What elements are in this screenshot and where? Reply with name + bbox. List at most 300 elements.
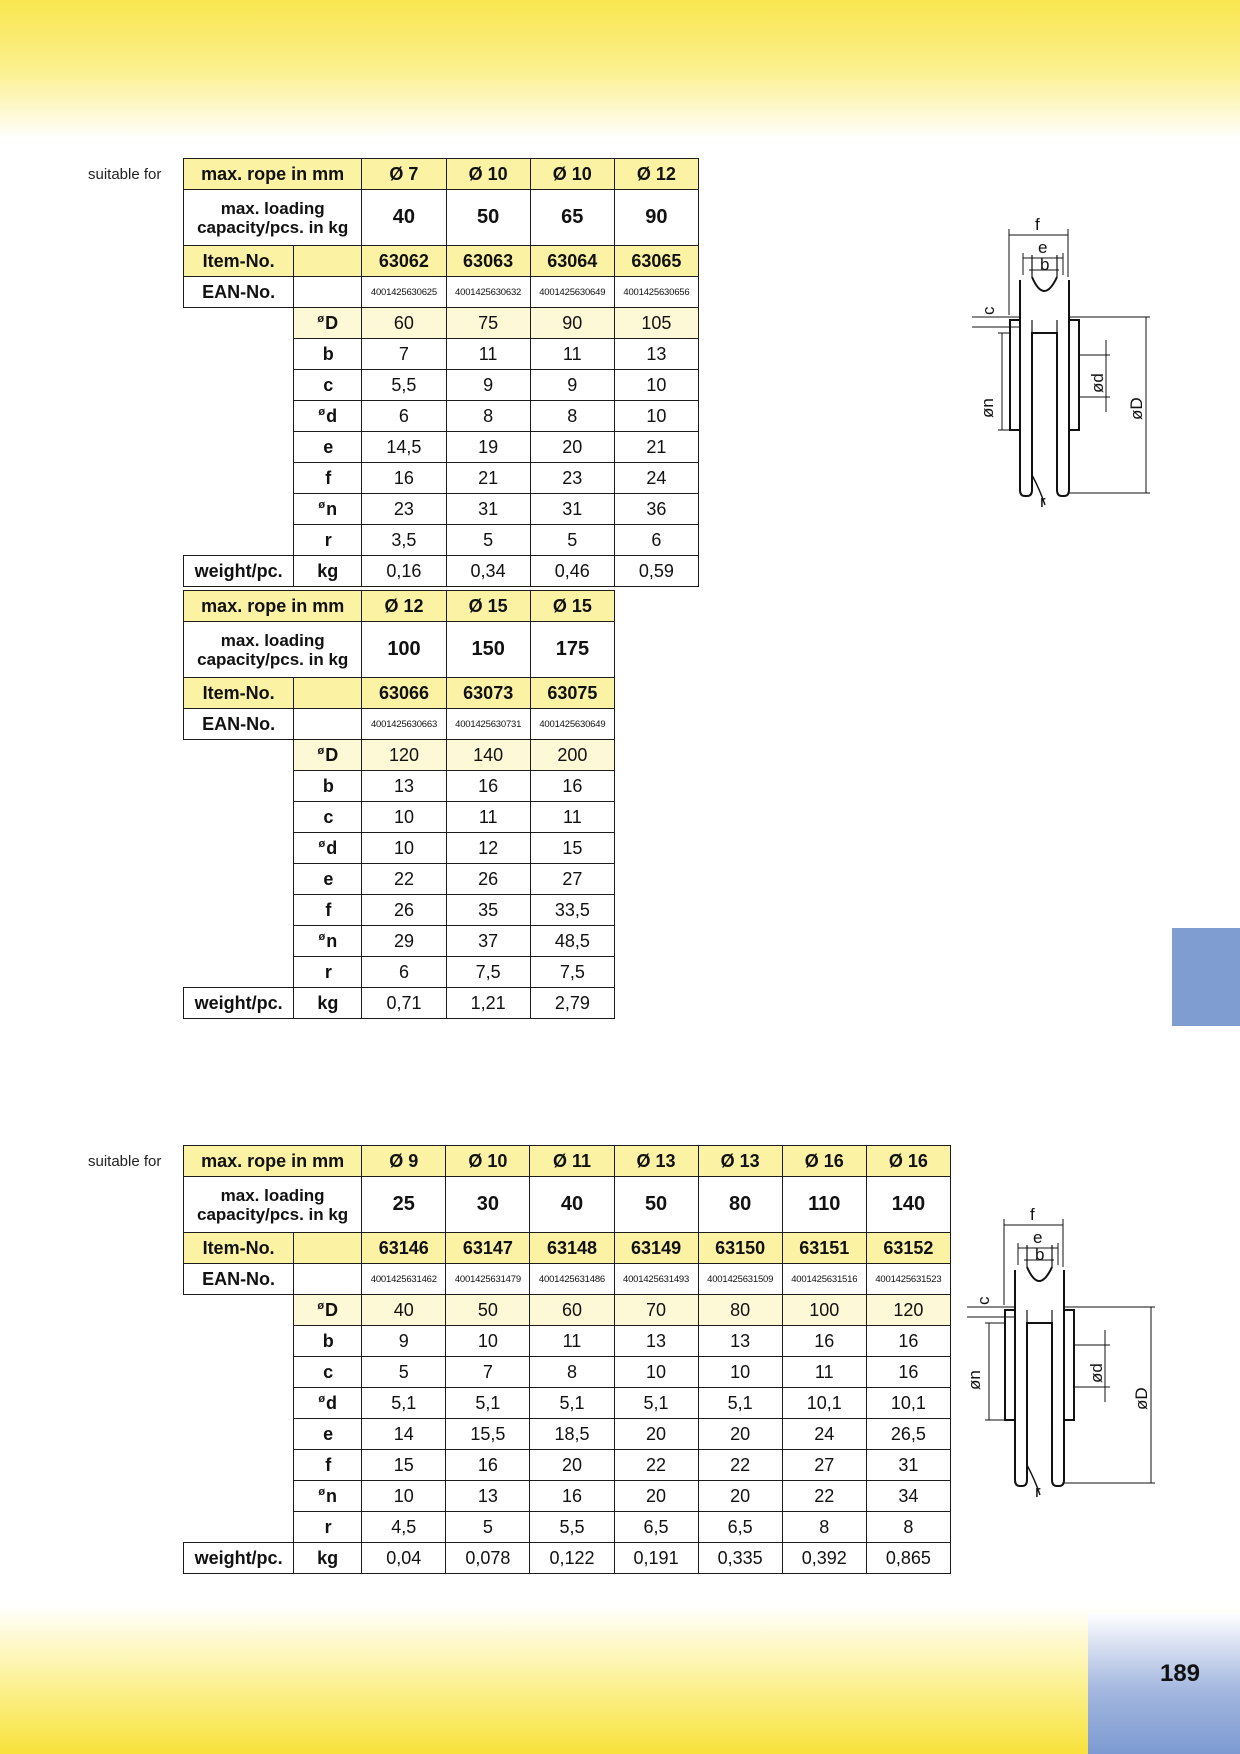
dimension-letter: n <box>326 498 338 519</box>
dimension-value: 50 <box>446 1295 530 1326</box>
dimension-symbol <box>294 1357 362 1388</box>
dimension-symbol <box>294 926 362 957</box>
dimension-value: 15 <box>530 833 614 864</box>
dimension-value: 5,1 <box>362 1388 446 1419</box>
dimension-row <box>184 432 699 463</box>
dimension-value: 5 <box>362 1357 446 1388</box>
item-row <box>184 678 615 709</box>
dimension-row <box>184 1295 951 1326</box>
dimension-letter: D <box>325 1299 339 1320</box>
item-no-value: 63150 <box>698 1233 782 1264</box>
rope-value: Ø 15 <box>530 591 614 622</box>
dimension-letter: r <box>324 961 332 982</box>
dimension-value: 10 <box>362 1481 446 1512</box>
dimension-symbol <box>294 1388 362 1419</box>
dimension-letter: f <box>325 1454 332 1475</box>
ean-value: 4001425631523 <box>866 1264 950 1295</box>
dimension-value: 10,1 <box>866 1388 950 1419</box>
dimension-row <box>184 1450 951 1481</box>
dimension-symbol <box>294 525 362 556</box>
rope-value: Ø 16 <box>782 1146 866 1177</box>
dimension-value: 26 <box>446 864 530 895</box>
diameter-symbol: ø <box>317 744 325 757</box>
dimension-row <box>184 494 699 525</box>
weight-label: weight/pc. <box>184 988 294 1019</box>
weight-row <box>184 556 699 587</box>
dimension-value: 16 <box>446 771 530 802</box>
diameter-symbol: ø <box>318 1485 326 1498</box>
dimension-value: 9 <box>446 370 530 401</box>
spec-table-3 <box>183 1145 951 1574</box>
pulley-outline <box>1005 1245 1074 1495</box>
suitable-for-label-2: suitable for <box>88 1153 162 1170</box>
dimension-value: 7,5 <box>530 957 614 988</box>
blank-cell <box>184 895 294 926</box>
dimension-letter: c <box>323 806 334 827</box>
suitable-for-label-1: suitable for <box>88 166 162 183</box>
weight-value: 0,335 <box>698 1543 782 1574</box>
weight-value: 0,122 <box>530 1543 614 1574</box>
dimension-value: 120 <box>866 1295 950 1326</box>
item-no-value: 63073 <box>446 678 530 709</box>
ean-no-spacer <box>294 709 362 740</box>
blank-cell <box>184 1388 294 1419</box>
dimension-value: 15 <box>362 1450 446 1481</box>
dimension-value: 14 <box>362 1419 446 1450</box>
capacity-value: 110 <box>782 1177 866 1233</box>
dimension-letter: b <box>322 775 334 796</box>
dimension-symbol <box>294 432 362 463</box>
dimension-value: 34 <box>866 1481 950 1512</box>
dimension-row <box>184 1388 951 1419</box>
blank-cell <box>184 1450 294 1481</box>
dimension-value: 16 <box>782 1326 866 1357</box>
dimension-value: 80 <box>698 1295 782 1326</box>
weight-unit: kg <box>294 1543 362 1574</box>
capacity-value: 150 <box>446 622 530 678</box>
dimension-value: 11 <box>530 802 614 833</box>
weight-value: 2,79 <box>530 988 614 1019</box>
weight-value: 0,71 <box>362 988 446 1019</box>
dimension-value: 8 <box>782 1512 866 1543</box>
dimension-value: 26 <box>362 895 446 926</box>
capacity-label-line: max. loading <box>220 198 325 218</box>
dimension-value: 200 <box>530 740 614 771</box>
diameter-symbol: ø <box>318 405 326 418</box>
dimension-letter: b <box>322 343 334 364</box>
dimension-value: 24 <box>614 463 698 494</box>
rope-value: Ø 9 <box>362 1146 446 1177</box>
blank-cell <box>184 1481 294 1512</box>
rope-value: Ø 11 <box>530 1146 614 1177</box>
dimension-symbol <box>294 1326 362 1357</box>
item-row <box>184 1233 951 1264</box>
rope-value: Ø 10 <box>446 1146 530 1177</box>
dimension-value: 10,1 <box>782 1388 866 1419</box>
blank-cell <box>184 463 294 494</box>
item-no-value: 63062 <box>362 246 446 277</box>
capacity-row <box>184 1177 951 1233</box>
dimension-row <box>184 957 615 988</box>
blank-cell <box>184 771 294 802</box>
dim-label-f: f <box>1035 215 1040 234</box>
dimension-value: 21 <box>614 432 698 463</box>
capacity-row <box>184 190 699 246</box>
blank-cell <box>184 339 294 370</box>
blank-cell <box>184 957 294 988</box>
dimension-row <box>184 926 615 957</box>
dimension-value: 20 <box>614 1419 698 1450</box>
dimension-value: 14,5 <box>362 432 446 463</box>
dimension-row <box>184 339 699 370</box>
weight-value: 0,078 <box>446 1543 530 1574</box>
blank-cell <box>184 1357 294 1388</box>
dimension-symbol <box>294 401 362 432</box>
ean-value: 4001425631509 <box>698 1264 782 1295</box>
ean-value: 4001425631479 <box>446 1264 530 1295</box>
weight-value: 0,46 <box>530 556 614 587</box>
dimension-letter: n <box>326 1485 338 1506</box>
dimension-value: 16 <box>446 1450 530 1481</box>
dimension-row <box>184 771 615 802</box>
dimension-value: 120 <box>362 740 446 771</box>
capacity-value: 25 <box>362 1177 446 1233</box>
dimension-symbol <box>294 771 362 802</box>
diameter-symbol: ø <box>317 1299 325 1312</box>
dimension-value: 60 <box>362 308 446 339</box>
dim-label-r: r <box>1035 1482 1041 1501</box>
dimension-value: 23 <box>362 494 446 525</box>
dim-label-e: e <box>1033 1228 1043 1247</box>
dimension-value: 5 <box>530 525 614 556</box>
dimension-row <box>184 308 699 339</box>
dimension-value: 9 <box>362 1326 446 1357</box>
dim-label-c: c <box>974 1296 993 1305</box>
dimension-value: 19 <box>446 432 530 463</box>
dim-label-c: c <box>979 306 998 315</box>
dimension-value: 36 <box>614 494 698 525</box>
dimension-value: 13 <box>362 771 446 802</box>
dimension-value: 21 <box>446 463 530 494</box>
dimension-value: 31 <box>866 1450 950 1481</box>
dimension-letter: c <box>323 1361 334 1382</box>
item-no-spacer <box>294 1233 362 1264</box>
dimension-symbol <box>294 833 362 864</box>
dimension-value: 16 <box>530 771 614 802</box>
dimension-letter: d <box>326 1392 338 1413</box>
dimension-row <box>184 802 615 833</box>
ean-row <box>184 1264 951 1295</box>
rope-value: Ø 7 <box>362 159 446 190</box>
dimension-value: 16 <box>866 1357 950 1388</box>
capacity-value: 50 <box>446 190 530 246</box>
dimension-row <box>184 401 699 432</box>
item-no-label: Item-No. <box>184 246 294 277</box>
rope-label: max. rope in mm <box>184 159 362 190</box>
dimension-value: 90 <box>530 308 614 339</box>
dimension-value: 12 <box>446 833 530 864</box>
ean-value: 4001425631516 <box>782 1264 866 1295</box>
dimension-value: 8 <box>530 1357 614 1388</box>
item-no-value: 63152 <box>866 1233 950 1264</box>
dimension-symbol <box>294 740 362 771</box>
diameter-symbol: ø <box>317 312 325 325</box>
dimension-value: 140 <box>446 740 530 771</box>
dimension-value: 7,5 <box>446 957 530 988</box>
dimension-value: 6 <box>362 957 446 988</box>
dimension-value: 27 <box>782 1450 866 1481</box>
dimension-value: 20 <box>530 432 614 463</box>
blank-cell <box>184 1512 294 1543</box>
blank-cell <box>184 494 294 525</box>
ean-value: 4001425630731 <box>446 709 530 740</box>
weight-value: 0,04 <box>362 1543 446 1574</box>
dimension-value: 10 <box>614 1357 698 1388</box>
blank-cell <box>184 740 294 771</box>
blank-cell <box>184 802 294 833</box>
dimension-value: 18,5 <box>530 1419 614 1450</box>
blank-cell <box>184 926 294 957</box>
weight-value: 0,865 <box>866 1543 950 1574</box>
item-row <box>184 246 699 277</box>
dimension-value: 22 <box>782 1481 866 1512</box>
ean-value: 4001425630632 <box>446 277 530 308</box>
item-no-value: 63148 <box>530 1233 614 1264</box>
weight-unit: kg <box>294 988 362 1019</box>
dim-label-D: øD <box>1127 397 1146 420</box>
dimension-symbol <box>294 339 362 370</box>
dimension-value: 26,5 <box>866 1419 950 1450</box>
capacity-label <box>184 190 362 246</box>
blank-cell <box>184 370 294 401</box>
diameter-symbol: ø <box>318 498 326 511</box>
ean-row <box>184 709 615 740</box>
weight-value: 0,59 <box>614 556 698 587</box>
spec-table-2 <box>183 590 615 1019</box>
dimension-value: 6 <box>614 525 698 556</box>
dimension-symbol <box>294 1512 362 1543</box>
dimension-letter: r <box>324 529 332 550</box>
capacity-label-line: max. loading <box>220 1185 325 1205</box>
dimension-symbol <box>294 1419 362 1450</box>
dimension-value: 5,1 <box>698 1388 782 1419</box>
top-yellow-band <box>0 0 1240 140</box>
dimension-value: 31 <box>530 494 614 525</box>
dim-label-b: b <box>1040 255 1050 274</box>
item-no-spacer <box>294 678 362 709</box>
item-no-value: 63149 <box>614 1233 698 1264</box>
capacity-label <box>184 1177 362 1233</box>
dimension-symbol <box>294 1295 362 1326</box>
capacity-row <box>184 622 615 678</box>
item-no-spacer <box>294 246 362 277</box>
dimension-labels <box>978 215 1146 511</box>
weight-row <box>184 1543 951 1574</box>
capacity-label-line: max. loading <box>220 630 325 650</box>
capacity-value: 65 <box>530 190 614 246</box>
dimension-value: 11 <box>446 339 530 370</box>
dimension-value: 20 <box>614 1481 698 1512</box>
dimension-value: 48,5 <box>530 926 614 957</box>
rope-value: Ø 12 <box>614 159 698 190</box>
dimension-row <box>184 525 699 556</box>
dimension-row <box>184 833 615 864</box>
item-no-value: 63065 <box>614 246 698 277</box>
dimension-value: 16 <box>530 1481 614 1512</box>
blank-cell <box>184 525 294 556</box>
dimension-value: 10 <box>362 802 446 833</box>
ean-value: 4001425631486 <box>530 1264 614 1295</box>
dimension-value: 5,5 <box>362 370 446 401</box>
dimension-value: 10 <box>614 401 698 432</box>
dimension-value: 11 <box>446 802 530 833</box>
dimension-value: 35 <box>446 895 530 926</box>
dimension-value: 5 <box>446 525 530 556</box>
ean-value: 4001425630649 <box>530 709 614 740</box>
dimension-value: 10 <box>614 370 698 401</box>
dimension-value: 33,5 <box>530 895 614 926</box>
dimension-value: 23 <box>530 463 614 494</box>
dimension-row <box>184 370 699 401</box>
capacity-label-line: capacity/pcs. in kg <box>197 217 349 237</box>
page-number: 189 <box>1159 1660 1201 1687</box>
dimension-value: 13 <box>698 1326 782 1357</box>
diameter-symbol: ø <box>318 837 326 850</box>
bottom-yellow-band <box>0 1605 1240 1754</box>
rope-value: Ø 15 <box>446 591 530 622</box>
dimension-row <box>184 864 615 895</box>
weight-value: 1,21 <box>446 988 530 1019</box>
ean-no-label: EAN-No. <box>184 709 294 740</box>
item-no-value: 63075 <box>530 678 614 709</box>
rope-value: Ø 16 <box>866 1146 950 1177</box>
ean-value: 4001425631462 <box>362 1264 446 1295</box>
dimension-symbol <box>294 802 362 833</box>
dimension-value: 9 <box>530 370 614 401</box>
dimension-symbol <box>294 308 362 339</box>
dim-label-n: øn <box>965 1370 984 1390</box>
dimension-letter: e <box>323 1423 334 1444</box>
pulley-outline <box>1010 255 1079 505</box>
pulley-drawing-2 <box>955 1190 1165 1520</box>
dimension-symbol <box>294 957 362 988</box>
ean-no-label: EAN-No. <box>184 1264 294 1295</box>
ean-value: 4001425630625 <box>362 277 446 308</box>
dimension-row <box>184 1419 951 1450</box>
weight-unit: kg <box>294 556 362 587</box>
dimension-letter: d <box>326 405 338 426</box>
dimension-value: 20 <box>698 1419 782 1450</box>
capacity-value: 40 <box>362 190 446 246</box>
dimension-value: 5 <box>446 1512 530 1543</box>
capacity-value: 90 <box>614 190 698 246</box>
dimension-value: 8 <box>866 1512 950 1543</box>
ean-row <box>184 277 699 308</box>
item-no-value: 63063 <box>446 246 530 277</box>
dimension-letter: f <box>325 467 332 488</box>
capacity-label-line: capacity/pcs. in kg <box>197 649 349 669</box>
dimension-symbol <box>294 494 362 525</box>
dimension-value: 22 <box>698 1450 782 1481</box>
weight-label: weight/pc. <box>184 556 294 587</box>
dim-label-f: f <box>1030 1205 1035 1224</box>
dimension-value: 4,5 <box>362 1512 446 1543</box>
side-tab-marker <box>1172 928 1240 1026</box>
dimension-value: 10 <box>446 1326 530 1357</box>
dim-label-d: ød <box>1088 373 1107 393</box>
dimension-letter: n <box>326 930 338 951</box>
dimension-symbol <box>294 864 362 895</box>
dimension-value: 6,5 <box>698 1512 782 1543</box>
dim-label-e: e <box>1038 238 1048 257</box>
capacity-value: 100 <box>362 622 446 678</box>
dimension-letter: f <box>325 899 332 920</box>
dim-label-r: r <box>1040 492 1046 511</box>
ean-value: 4001425630649 <box>530 277 614 308</box>
dimension-value: 13 <box>614 339 698 370</box>
weight-label: weight/pc. <box>184 1543 294 1574</box>
weight-value: 0,392 <box>782 1543 866 1574</box>
dimension-value: 27 <box>530 864 614 895</box>
dimension-value: 11 <box>530 1326 614 1357</box>
item-no-value: 63147 <box>446 1233 530 1264</box>
blank-cell <box>184 432 294 463</box>
capacity-value: 50 <box>614 1177 698 1233</box>
weight-value: 0,34 <box>446 556 530 587</box>
dimension-row <box>184 1512 951 1543</box>
rope-value: Ø 13 <box>698 1146 782 1177</box>
dimension-value: 6,5 <box>614 1512 698 1543</box>
dimension-symbol <box>294 895 362 926</box>
dimension-value: 11 <box>530 339 614 370</box>
dimension-value: 7 <box>446 1357 530 1388</box>
dimension-value: 11 <box>782 1357 866 1388</box>
pulley-drawing-1 <box>960 215 1160 515</box>
capacity-value: 140 <box>866 1177 950 1233</box>
dimension-symbol <box>294 1481 362 1512</box>
ean-value: 4001425631493 <box>614 1264 698 1295</box>
item-no-value: 63151 <box>782 1233 866 1264</box>
dimension-value: 8 <box>530 401 614 432</box>
dimension-value: 7 <box>362 339 446 370</box>
dimension-letter: d <box>326 837 338 858</box>
dimension-letter: e <box>323 436 334 457</box>
dimension-value: 16 <box>362 463 446 494</box>
rope-row <box>184 159 699 190</box>
rope-value: Ø 13 <box>614 1146 698 1177</box>
dimension-symbol <box>294 370 362 401</box>
capacity-value: 80 <box>698 1177 782 1233</box>
dimension-value: 24 <box>782 1419 866 1450</box>
dimension-value: 70 <box>614 1295 698 1326</box>
dimension-value: 40 <box>362 1295 446 1326</box>
dimension-value: 13 <box>614 1326 698 1357</box>
blank-cell <box>184 401 294 432</box>
item-no-value: 63066 <box>362 678 446 709</box>
capacity-value: 40 <box>530 1177 614 1233</box>
capacity-label <box>184 622 362 678</box>
dimension-symbol <box>294 463 362 494</box>
dimension-value: 37 <box>446 926 530 957</box>
dimension-value: 22 <box>362 864 446 895</box>
blank-cell <box>184 833 294 864</box>
spec-table-1 <box>183 158 699 587</box>
dimension-lines <box>967 1219 1155 1483</box>
capacity-value: 30 <box>446 1177 530 1233</box>
dimension-value: 15,5 <box>446 1419 530 1450</box>
dimension-row <box>184 895 615 926</box>
rope-value: Ø 10 <box>446 159 530 190</box>
